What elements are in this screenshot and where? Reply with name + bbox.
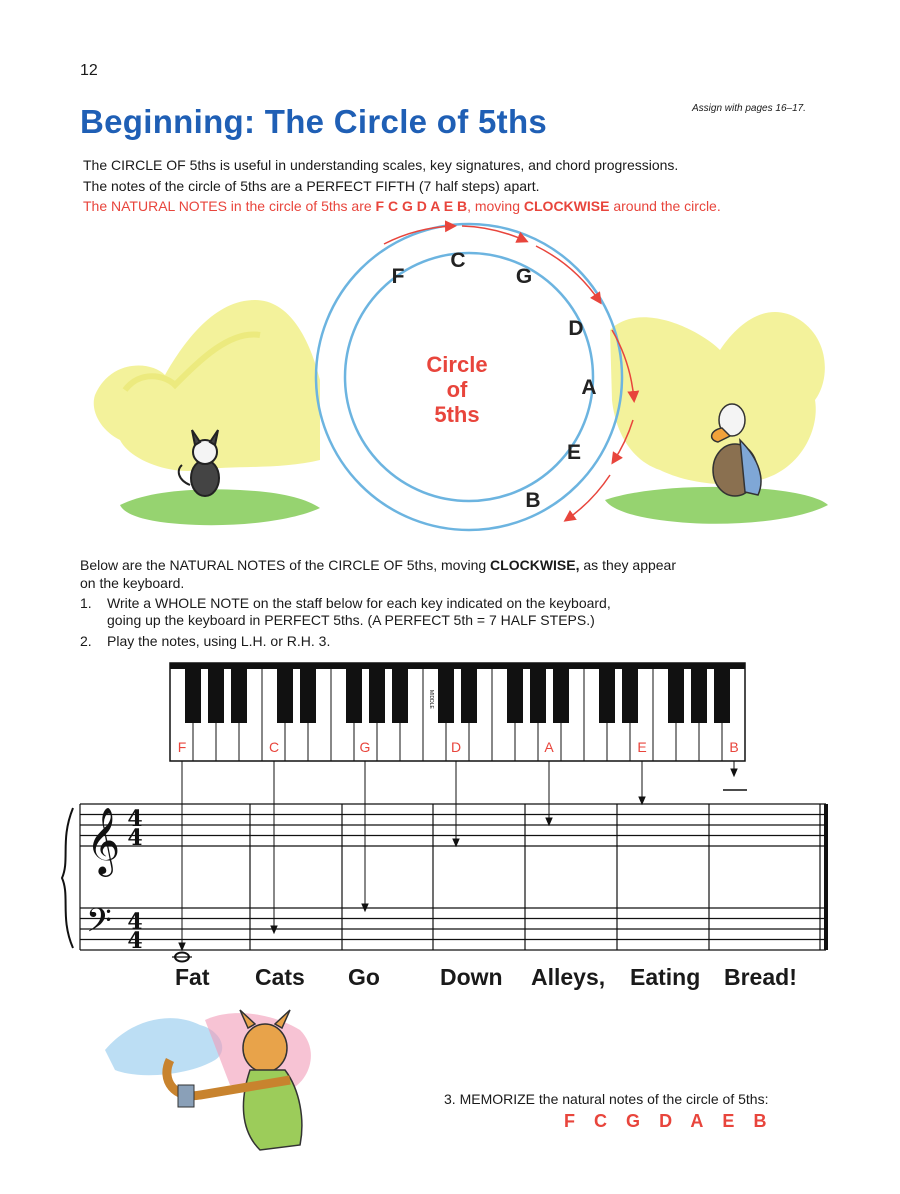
- lyric-down: Down: [440, 964, 503, 990]
- svg-text:4: 4: [127, 825, 143, 851]
- circle-center-line-2: of: [446, 377, 468, 402]
- circle-note-c: C: [450, 249, 466, 272]
- memorize-note-c: C: [594, 1111, 609, 1131]
- svg-text:4: 4: [127, 928, 143, 954]
- intro-line-3-post: around the circle.: [609, 198, 721, 214]
- memorize-note-g: G: [626, 1111, 642, 1131]
- circle-note-b: B: [525, 489, 541, 512]
- memorize-instruction: 3. MEMORIZE the natural notes of the circle of 5ths:: [444, 1091, 769, 1107]
- item-1-text-line-2: going up the keyboard in PERFECT 5ths. (A PERFECT 5th = 7 HALF STEPS.): [107, 612, 595, 628]
- key-label-f: F: [177, 739, 187, 755]
- memorize-note-d: D: [659, 1111, 674, 1131]
- instructions-pre: Below are the NATURAL NOTES of the CIRCLE OF 5ths, moving: [80, 557, 491, 573]
- key-label-g: G: [359, 739, 371, 755]
- lyric-bread: Bread!: [724, 964, 797, 990]
- key-label-a: A: [544, 739, 554, 755]
- memorize-note-f: F: [564, 1111, 576, 1131]
- circle-note-f: F: [391, 265, 405, 288]
- lyric-fat: Fat: [175, 964, 210, 990]
- item-1-text: Write a WHOLE NOTE on the staff below for each key indicated on the keyboard,: [107, 595, 611, 611]
- svg-text:4: 4: [127, 909, 143, 935]
- instructions-clockwise: CLOCKWISE,: [490, 557, 580, 573]
- lyric-alleys: Alleys,: [531, 964, 606, 990]
- intro-line-3-pre: The NATURAL NOTES in the circle of 5ths are: [83, 198, 376, 214]
- intro-line-3-mid: , moving: [467, 198, 524, 214]
- key-label-e: E: [637, 739, 647, 755]
- memorize-notes: [564, 1111, 779, 1132]
- instructions-line-2: on the keyboard.: [80, 575, 185, 591]
- circle-note-a: A: [581, 376, 597, 399]
- lyric-eating: Eating: [630, 964, 701, 990]
- key-label-c: C: [268, 739, 280, 755]
- intro-line-1: The CIRCLE OF 5ths is useful in understanding scales, key signatures, and chord progressions.: [83, 157, 679, 173]
- key-label-b: B: [729, 739, 739, 755]
- treble-clef-icon: 𝄞: [86, 806, 121, 874]
- key-label-d: D: [450, 739, 462, 755]
- assign-note: Assign with pages 16–17.: [692, 103, 806, 114]
- circle-center-line-1: Circle: [426, 352, 488, 377]
- circle-note-g: G: [515, 265, 533, 288]
- circle-note-d: D: [568, 317, 584, 340]
- lyric-go: Go: [348, 964, 380, 990]
- memorize-note-a: A: [690, 1111, 705, 1131]
- middle-c-label: MIDDLE: [428, 690, 434, 709]
- intro-clockwise: CLOCKWISE: [523, 198, 610, 214]
- page-title: Beginning: The Circle of 5ths: [80, 103, 548, 140]
- circle-note-e: E: [566, 441, 582, 464]
- memorize-note-e: E: [722, 1111, 736, 1131]
- svg-text:4: 4: [127, 806, 143, 832]
- lyric-cats: Cats: [255, 964, 305, 990]
- item-1-number: 1.: [80, 595, 92, 611]
- memorize-note-b: B: [753, 1111, 768, 1131]
- bass-clef-icon: 𝄢: [86, 902, 112, 948]
- circle-center-line-3: 5ths: [434, 402, 480, 427]
- intro-notes: F C G D A E B: [375, 198, 468, 214]
- item-2-text: Play the notes, using L.H. or R.H. 3.: [107, 633, 331, 649]
- page-number: 12: [80, 62, 98, 79]
- intro-line-2: The notes of the circle of 5ths are a PERFECT FIFTH (7 half steps) apart.: [83, 178, 540, 194]
- item-2-number: 2.: [80, 633, 92, 649]
- instructions-post: as they appear: [579, 557, 677, 573]
